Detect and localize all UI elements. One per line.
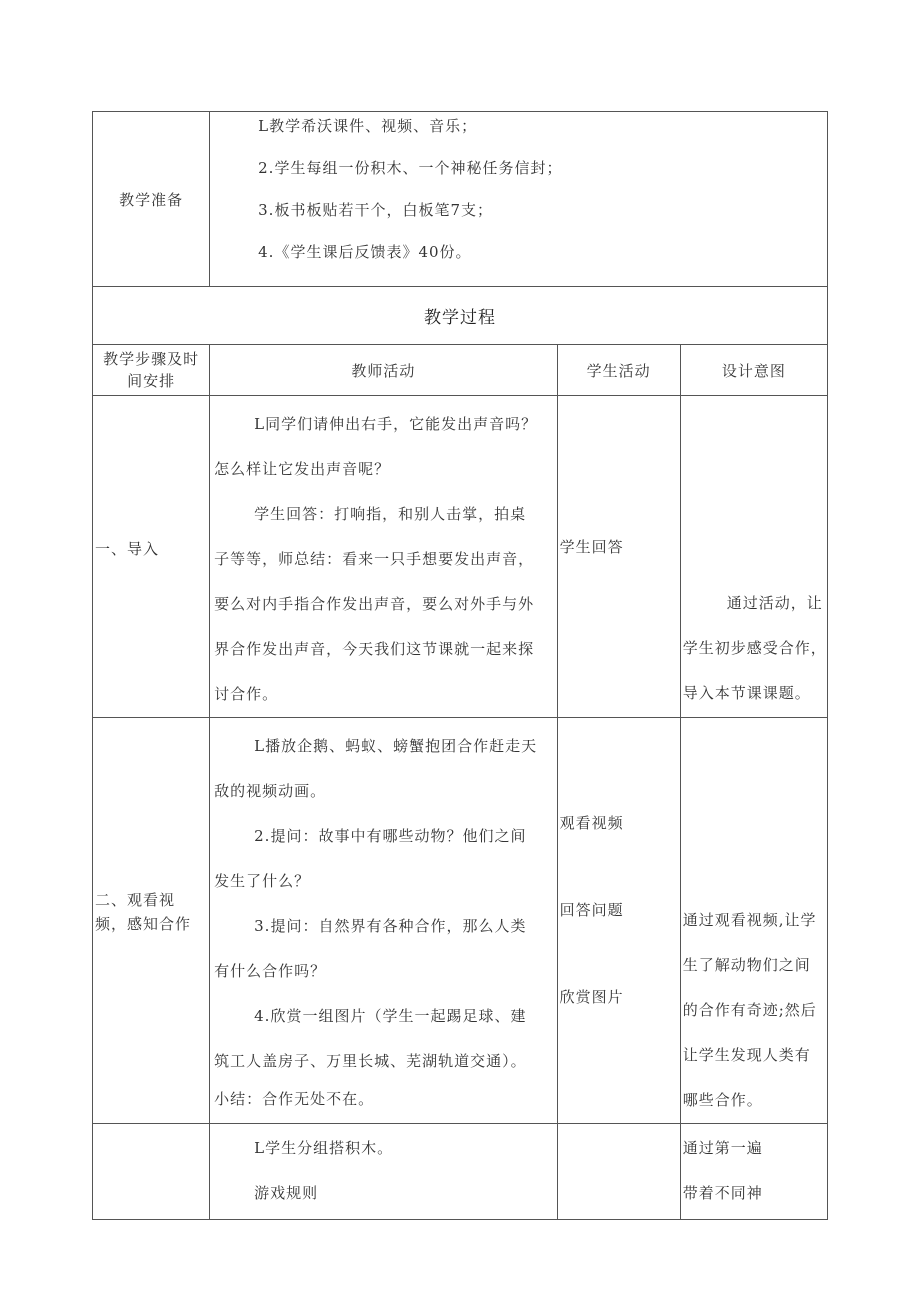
step-text-line: 二、观看视 bbox=[95, 891, 176, 909]
table-row bbox=[93, 396, 828, 718]
prep-item: 3.板书板贴若干个，白板笔7支； bbox=[258, 201, 493, 219]
teacher-line: 怎么样让它发出声音呢？ bbox=[214, 460, 391, 478]
teacher-line: 发生了什么？ bbox=[214, 872, 311, 890]
intent-cell bbox=[680, 396, 827, 718]
header-teacher: 教师活动 bbox=[210, 345, 557, 396]
teacher-line: 敌的视频动画。 bbox=[214, 782, 327, 800]
intent-line: 学生初步感受合作， bbox=[682, 639, 827, 657]
teacher-line: 有什么合作吗？ bbox=[214, 962, 327, 980]
student-activity: 欣赏图片 bbox=[559, 988, 624, 1006]
step-cell bbox=[93, 1124, 210, 1220]
intent-line: 生了解动物们之间 bbox=[682, 956, 811, 974]
header-student: 学生活动 bbox=[557, 345, 680, 396]
prep-label-text: 教学准备 bbox=[119, 190, 184, 209]
header-step-line: 间安排 bbox=[127, 372, 176, 390]
header-intent: 设计意图 bbox=[680, 345, 827, 396]
prep-row bbox=[93, 112, 828, 287]
intent-line: 的合作有奇迹;然后 bbox=[682, 1001, 817, 1019]
step-cell bbox=[93, 718, 210, 1124]
prep-content bbox=[210, 112, 828, 287]
prep-item: 2.学生每组一份积木、一个神秘任务信封； bbox=[258, 159, 563, 177]
intent-line: 导入本节课课题。 bbox=[682, 684, 811, 702]
process-title: 教学过程 bbox=[93, 287, 828, 345]
intent-cell bbox=[680, 718, 827, 1124]
intent-line: 通过活动，让 bbox=[726, 594, 823, 612]
teacher-line: 学生回答：打响指，和别人击掌，拍桌 bbox=[254, 505, 527, 523]
teacher-line: L播放企鹅、蚂蚁、螃蟹抱团合作赶走天 bbox=[254, 737, 538, 755]
process-title-row bbox=[93, 287, 828, 345]
student-activity-cell bbox=[557, 718, 680, 1124]
teacher-line: 界合作发出声音，今天我们这节课就一起来探 bbox=[214, 640, 535, 658]
lesson-plan-table bbox=[92, 111, 828, 1220]
intent-line: 通过观看视频,让学 bbox=[682, 911, 817, 929]
header-row bbox=[93, 345, 828, 396]
table-row bbox=[93, 718, 828, 1124]
teacher-line: 要么对内手指合作发出声音，要么对外手与外 bbox=[214, 595, 535, 613]
teacher-line: 子等等，师总结：看来一只手想要发出声音， bbox=[214, 550, 535, 568]
teacher-line: 4.欣赏一组图片（学生一起踢足球、建 bbox=[254, 1007, 527, 1025]
teacher-line: 小结：合作无处不在。 bbox=[214, 1090, 375, 1108]
intent-line: 带着不同神 bbox=[682, 1184, 763, 1202]
step-cell bbox=[93, 396, 210, 718]
teacher-line: 游戏规则 bbox=[254, 1184, 319, 1202]
teacher-line: 3.提问：自然界有各种合作，那么人类 bbox=[254, 917, 527, 935]
teacher-line: 筑工人盖房子、万里长城、芜湖轨道交通）。 bbox=[214, 1052, 527, 1070]
prep-label bbox=[93, 112, 210, 287]
intent-line: 通过第一遍 bbox=[682, 1139, 763, 1157]
intent-line: 让学生发现人类有 bbox=[682, 1046, 811, 1064]
teacher-line: L学生分组搭积木。 bbox=[254, 1139, 394, 1157]
prep-item: L教学希沃课件、视频、音乐； bbox=[258, 117, 478, 135]
student-activity: 观看视频 bbox=[559, 814, 624, 832]
student-activity: 学生回答 bbox=[559, 538, 624, 556]
header-step-line: 教学步骤及时 bbox=[103, 350, 200, 368]
student-activity-cell bbox=[557, 396, 680, 718]
prep-item: 4.《学生课后反馈表》40份。 bbox=[258, 243, 472, 261]
table-row bbox=[93, 1124, 828, 1220]
teacher-line: 讨合作。 bbox=[214, 685, 279, 703]
teacher-line: 2.提问：故事中有哪些动物？他们之间 bbox=[254, 827, 527, 845]
teacher-activity-cell bbox=[210, 1124, 557, 1220]
teacher-activity-cell bbox=[210, 718, 557, 1124]
student-activity: 回答问题 bbox=[559, 901, 624, 919]
teacher-line: L同学们请伸出右手，它能发出声音吗？ bbox=[254, 415, 538, 433]
student-activity-cell bbox=[557, 1124, 680, 1220]
header-step bbox=[93, 345, 210, 396]
teacher-activity-cell bbox=[210, 396, 557, 718]
intent-cell bbox=[680, 1124, 827, 1220]
intent-line: 哪些合作。 bbox=[682, 1091, 763, 1109]
step-text-line: 频，感知合作 bbox=[95, 915, 192, 933]
step-text: 一、导入 bbox=[95, 540, 160, 558]
